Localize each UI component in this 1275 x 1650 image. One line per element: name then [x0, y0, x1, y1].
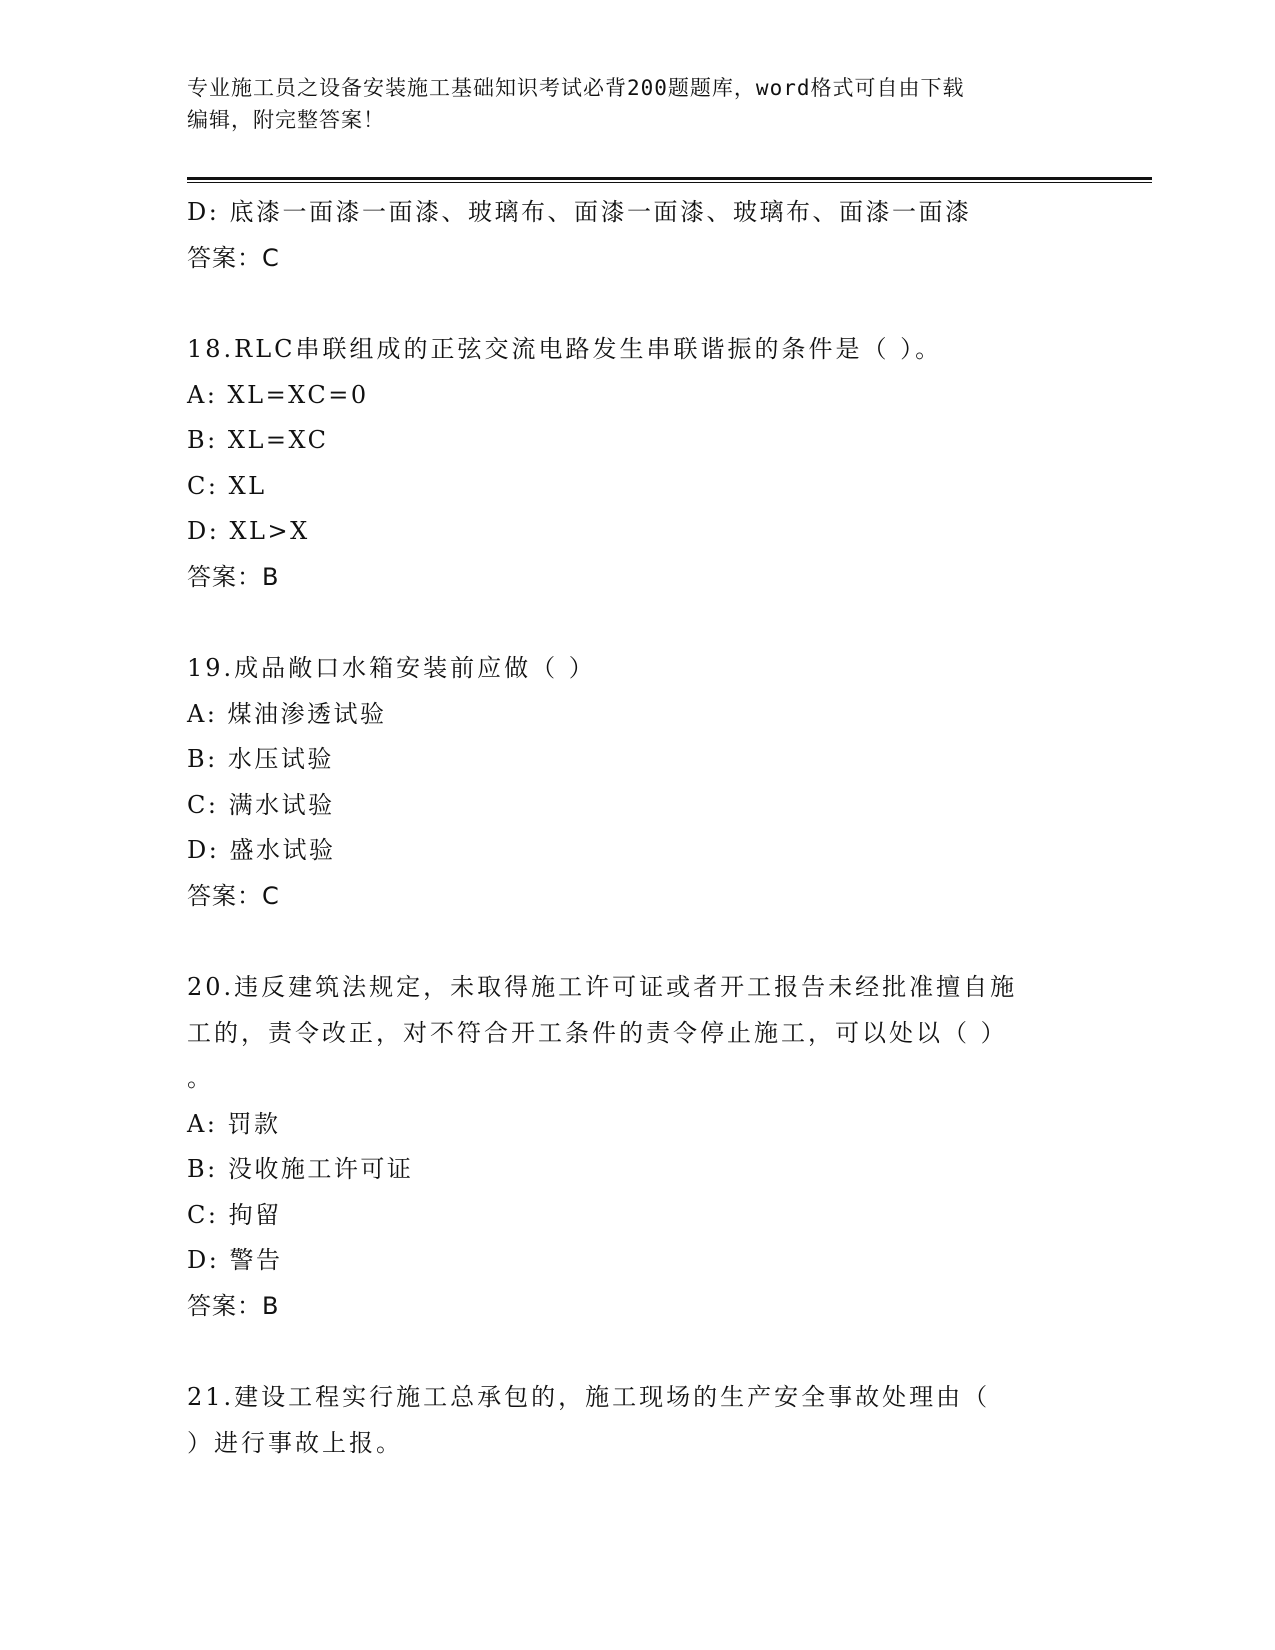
option-a: A: 煤油渗透试验	[187, 699, 387, 728]
option-c: C: 拘留	[187, 1200, 282, 1229]
answer-line: 答案：B	[187, 1291, 280, 1320]
option-d: D: XL>X	[187, 517, 310, 545]
option-d: D: 底漆一面漆一面漆、玻璃布、面漆一面漆、玻璃布、面漆一面漆	[187, 198, 972, 226]
question-stem: 19.成品敞口水箱安装前应做（ ）	[187, 654, 596, 682]
header-title-line-1: 专业施工员之设备安装施工基础知识考试必背200题题库，word格式可自由下载	[187, 76, 965, 100]
question-stem-line-3: 。	[187, 1064, 214, 1092]
question-spacer	[187, 919, 1087, 965]
question-spacer	[187, 281, 1087, 327]
header-divider-thin	[187, 182, 1152, 183]
header-divider-thick	[187, 177, 1152, 180]
question-18	[187, 327, 1087, 600]
header-title-line-2: 编辑，附完整答案！	[187, 108, 385, 132]
question-spacer	[187, 1329, 1087, 1375]
question-list	[187, 190, 1087, 1466]
option-b: B: 没收施工许可证	[187, 1155, 414, 1183]
option-c: C: 满水试验	[187, 790, 335, 819]
option-d: D: 盛水试验	[187, 836, 336, 864]
question-stem: 18.RLC串联组成的正弦交流电路发生串联谐振的条件是（ ）。	[187, 335, 943, 363]
question-21	[187, 1375, 1087, 1466]
option-c: C: XL	[187, 471, 267, 500]
document-header	[187, 72, 1087, 136]
answer-line: 答案：B	[187, 562, 280, 591]
question-stem-line-2: 工的，责令改正，对不符合开工条件的责令停止施工，可以处以（ ）	[187, 1018, 1008, 1047]
option-b: B: XL=XC	[187, 426, 329, 454]
question-spacer	[187, 600, 1087, 646]
question-stem-line-1: 20.违反建筑法规定，未取得施工许可证或者开工报告未经批准擅自施	[187, 973, 1018, 1001]
question-19	[187, 646, 1087, 919]
question-stem-line-2: ）进行事故上报。	[187, 1428, 403, 1457]
option-d: D: 警告	[187, 1246, 283, 1274]
question-17-partial	[187, 190, 1087, 281]
answer-line: 答案：C	[187, 881, 280, 910]
option-b: B: 水压试验	[187, 745, 334, 773]
question-20	[187, 965, 1087, 1329]
option-a: A: 罚款	[187, 1109, 281, 1138]
question-stem-line-1: 21.建设工程实行施工总承包的，施工现场的生产安全事故处理由（	[187, 1383, 991, 1411]
option-a: A: XL=XC=0	[187, 380, 369, 409]
answer-line: 答案：C	[187, 243, 280, 272]
